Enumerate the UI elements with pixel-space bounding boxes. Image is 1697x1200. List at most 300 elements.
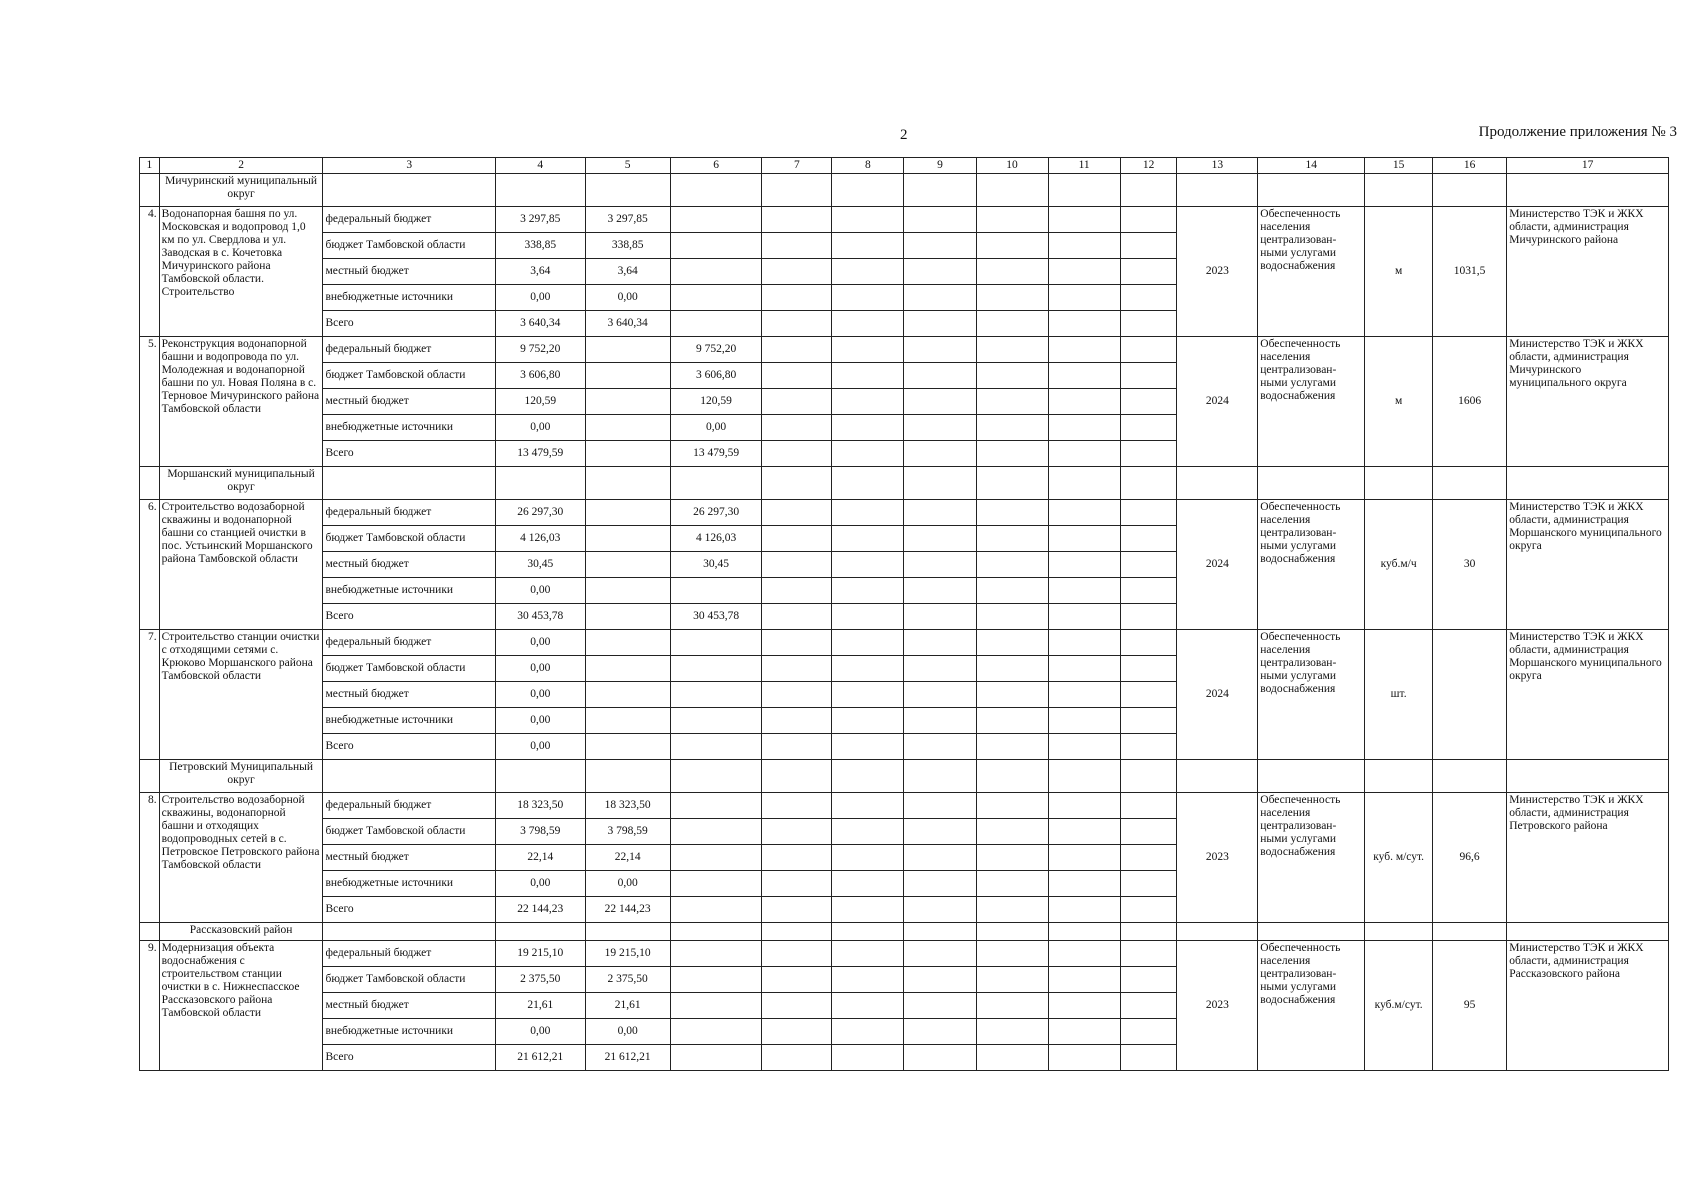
empty-cell bbox=[1177, 467, 1258, 500]
empty-cell bbox=[762, 578, 832, 604]
empty-cell bbox=[1120, 734, 1177, 760]
column-number-row bbox=[140, 158, 1669, 174]
amount-total: 3 606,80 bbox=[496, 363, 586, 389]
column-header: 8 bbox=[832, 158, 904, 174]
empty-cell bbox=[1258, 923, 1365, 941]
empty-cell bbox=[904, 656, 976, 682]
empty-cell bbox=[1120, 845, 1177, 871]
empty-cell bbox=[832, 552, 904, 578]
indicator-value bbox=[1432, 630, 1506, 760]
empty-cell bbox=[976, 734, 1048, 760]
empty-cell bbox=[1120, 337, 1177, 363]
empty-cell bbox=[496, 174, 586, 207]
amount-total: 4 126,03 bbox=[496, 526, 586, 552]
empty-cell bbox=[1365, 923, 1433, 941]
amount-2024 bbox=[670, 845, 762, 871]
amount-2024 bbox=[670, 967, 762, 993]
empty-cell bbox=[904, 897, 976, 923]
amount-2024 bbox=[670, 578, 762, 604]
completion-year: 2024 bbox=[1177, 500, 1258, 630]
empty-cell bbox=[976, 337, 1048, 363]
empty-cell bbox=[762, 845, 832, 871]
empty-cell bbox=[976, 708, 1048, 734]
empty-cell bbox=[904, 760, 976, 793]
funding-source: местный бюджет bbox=[323, 845, 496, 871]
amount-2024: 120,59 bbox=[670, 389, 762, 415]
empty-cell bbox=[1120, 630, 1177, 656]
empty-cell bbox=[1432, 923, 1506, 941]
funding-source: федеральный бюджет bbox=[323, 337, 496, 363]
amount-total: 0,00 bbox=[496, 871, 586, 897]
responsible: Министерство ТЭК и ЖКХ области, администрация Петровского района bbox=[1507, 793, 1669, 923]
empty-cell bbox=[1120, 656, 1177, 682]
empty-cell bbox=[1048, 1045, 1120, 1071]
empty-cell bbox=[832, 259, 904, 285]
page-number: 2 bbox=[900, 127, 908, 143]
amount-total: 13 479,59 bbox=[496, 441, 586, 467]
empty-cell bbox=[904, 941, 976, 967]
project-name: Строительство водозаборной скважины и водонапорной башни со станцией очистки в пос. Устьинский Моршанского района Тамбовской области bbox=[159, 500, 323, 630]
empty-cell bbox=[1048, 793, 1120, 819]
table-body bbox=[140, 174, 1669, 1071]
empty-cell bbox=[1120, 993, 1177, 1019]
empty-cell bbox=[976, 897, 1048, 923]
empty-cell bbox=[976, 871, 1048, 897]
column-header: 11 bbox=[1048, 158, 1120, 174]
empty-cell bbox=[1120, 311, 1177, 337]
funding-source: бюджет Тамбовской области bbox=[323, 233, 496, 259]
column-header: 17 bbox=[1507, 158, 1669, 174]
empty-cell bbox=[904, 1019, 976, 1045]
empty-cell bbox=[762, 793, 832, 819]
amount-2023: 22,14 bbox=[585, 845, 670, 871]
amount-total: 21 612,21 bbox=[496, 1045, 586, 1071]
empty-cell bbox=[904, 500, 976, 526]
funding-source: Всего bbox=[323, 441, 496, 467]
empty-cell bbox=[976, 207, 1048, 233]
empty-cell bbox=[1177, 923, 1258, 941]
amount-2024: 3 606,80 bbox=[670, 363, 762, 389]
empty-cell bbox=[1048, 467, 1120, 500]
amount-total: 0,00 bbox=[496, 1019, 586, 1045]
table-row bbox=[140, 941, 1669, 967]
empty-cell bbox=[904, 793, 976, 819]
empty-cell bbox=[762, 337, 832, 363]
empty-cell bbox=[1120, 923, 1177, 941]
amount-total: 9 752,20 bbox=[496, 337, 586, 363]
project-number: 9. bbox=[140, 941, 160, 1071]
empty-cell bbox=[976, 500, 1048, 526]
empty-cell bbox=[904, 708, 976, 734]
funding-source: бюджет Тамбовской области bbox=[323, 526, 496, 552]
empty-cell bbox=[323, 923, 496, 941]
table-row bbox=[140, 793, 1669, 819]
empty-cell bbox=[140, 923, 160, 941]
empty-cell bbox=[904, 734, 976, 760]
empty-cell bbox=[1432, 467, 1506, 500]
empty-cell bbox=[1048, 233, 1120, 259]
empty-cell bbox=[976, 682, 1048, 708]
column-header: 2 bbox=[159, 158, 323, 174]
empty-cell bbox=[1048, 871, 1120, 897]
empty-cell bbox=[904, 630, 976, 656]
empty-cell bbox=[762, 897, 832, 923]
empty-cell bbox=[832, 993, 904, 1019]
empty-cell bbox=[1120, 708, 1177, 734]
funding-source: местный бюджет bbox=[323, 389, 496, 415]
empty-cell bbox=[976, 967, 1048, 993]
empty-cell bbox=[1120, 285, 1177, 311]
indicator: Обеспеченность населения централизован-ными услугами водоснабжения bbox=[1258, 207, 1365, 337]
project-number: 6. bbox=[140, 500, 160, 630]
empty-cell bbox=[832, 760, 904, 793]
empty-cell bbox=[762, 259, 832, 285]
empty-cell bbox=[1120, 389, 1177, 415]
empty-cell bbox=[904, 819, 976, 845]
responsible: Министерство ТЭК и ЖКХ области, администрация Моршанского муниципального округа bbox=[1507, 500, 1669, 630]
empty-cell bbox=[904, 526, 976, 552]
amount-total: 21,61 bbox=[496, 993, 586, 1019]
district-name: Моршанский муниципальный округ bbox=[159, 467, 323, 500]
empty-cell bbox=[904, 845, 976, 871]
amount-2024: 13 479,59 bbox=[670, 441, 762, 467]
empty-cell bbox=[1048, 552, 1120, 578]
amount-2024 bbox=[670, 819, 762, 845]
column-header: 9 bbox=[904, 158, 976, 174]
amount-total: 120,59 bbox=[496, 389, 586, 415]
amount-2023 bbox=[585, 337, 670, 363]
empty-cell bbox=[762, 630, 832, 656]
continuation-label: Продолжение приложения № 3 bbox=[1478, 124, 1677, 140]
empty-cell bbox=[832, 819, 904, 845]
column-header: 12 bbox=[1120, 158, 1177, 174]
empty-cell bbox=[832, 682, 904, 708]
amount-2024 bbox=[670, 1045, 762, 1071]
empty-cell bbox=[976, 630, 1048, 656]
empty-cell bbox=[1048, 207, 1120, 233]
amount-total: 3,64 bbox=[496, 259, 586, 285]
empty-cell bbox=[762, 285, 832, 311]
amount-total: 0,00 bbox=[496, 734, 586, 760]
empty-cell bbox=[585, 760, 670, 793]
empty-cell bbox=[904, 578, 976, 604]
completion-year: 2024 bbox=[1177, 630, 1258, 760]
empty-cell bbox=[1048, 174, 1120, 207]
empty-cell bbox=[976, 604, 1048, 630]
empty-cell bbox=[762, 467, 832, 500]
funding-source: федеральный бюджет bbox=[323, 793, 496, 819]
amount-2023 bbox=[585, 415, 670, 441]
empty-cell bbox=[904, 363, 976, 389]
funding-source: внебюджетные источники bbox=[323, 285, 496, 311]
empty-cell bbox=[1048, 578, 1120, 604]
amount-2024 bbox=[670, 993, 762, 1019]
empty-cell bbox=[1120, 967, 1177, 993]
column-header: 6 bbox=[670, 158, 762, 174]
funding-source: бюджет Тамбовской области bbox=[323, 363, 496, 389]
empty-cell bbox=[832, 630, 904, 656]
empty-cell bbox=[1048, 363, 1120, 389]
empty-cell bbox=[1258, 760, 1365, 793]
amount-2024 bbox=[670, 734, 762, 760]
empty-cell bbox=[762, 1045, 832, 1071]
column-header: 5 bbox=[585, 158, 670, 174]
empty-cell bbox=[1120, 552, 1177, 578]
empty-cell bbox=[1365, 467, 1433, 500]
empty-cell bbox=[1507, 174, 1669, 207]
empty-cell bbox=[1048, 259, 1120, 285]
empty-cell bbox=[1120, 682, 1177, 708]
empty-cell bbox=[1048, 967, 1120, 993]
amount-2023: 22 144,23 bbox=[585, 897, 670, 923]
empty-cell bbox=[762, 760, 832, 793]
amount-total: 19 215,10 bbox=[496, 941, 586, 967]
table-row bbox=[140, 207, 1669, 233]
amount-2024 bbox=[670, 682, 762, 708]
empty-cell bbox=[762, 1019, 832, 1045]
funding-source: внебюджетные источники bbox=[323, 1019, 496, 1045]
empty-cell bbox=[1048, 500, 1120, 526]
empty-cell bbox=[1120, 467, 1177, 500]
empty-cell bbox=[1048, 897, 1120, 923]
amount-2024: 30 453,78 bbox=[670, 604, 762, 630]
amount-2023 bbox=[585, 734, 670, 760]
empty-cell bbox=[670, 174, 762, 207]
empty-cell bbox=[1365, 174, 1433, 207]
empty-cell bbox=[1048, 604, 1120, 630]
empty-cell bbox=[976, 552, 1048, 578]
empty-cell bbox=[762, 819, 832, 845]
responsible: Министерство ТЭК и ЖКХ области, администрация Мичуринского муниципального округа bbox=[1507, 337, 1669, 467]
empty-cell bbox=[762, 526, 832, 552]
empty-cell bbox=[832, 207, 904, 233]
empty-cell bbox=[832, 845, 904, 871]
empty-cell bbox=[1120, 526, 1177, 552]
funding-source: Всего bbox=[323, 311, 496, 337]
empty-cell bbox=[832, 656, 904, 682]
empty-cell bbox=[762, 941, 832, 967]
completion-year: 2023 bbox=[1177, 941, 1258, 1071]
district-row bbox=[140, 467, 1669, 500]
program-table bbox=[139, 157, 1669, 1071]
indicator-value: 1606 bbox=[1432, 337, 1506, 467]
empty-cell bbox=[762, 233, 832, 259]
empty-cell bbox=[832, 793, 904, 819]
empty-cell bbox=[976, 941, 1048, 967]
amount-total: 22,14 bbox=[496, 845, 586, 871]
amount-2023 bbox=[585, 500, 670, 526]
amount-2023: 2 375,50 bbox=[585, 967, 670, 993]
empty-cell bbox=[1048, 993, 1120, 1019]
table-row bbox=[140, 337, 1669, 363]
empty-cell bbox=[1258, 174, 1365, 207]
project-name: Строительство станции очистки с отходящими сетями с. Крюково Моршанского района Тамбовской области bbox=[159, 630, 323, 760]
empty-cell bbox=[1120, 819, 1177, 845]
empty-cell bbox=[585, 174, 670, 207]
empty-cell bbox=[670, 760, 762, 793]
completion-year: 2023 bbox=[1177, 793, 1258, 923]
empty-cell bbox=[832, 1045, 904, 1071]
empty-cell bbox=[904, 174, 976, 207]
empty-cell bbox=[585, 467, 670, 500]
empty-cell bbox=[1120, 897, 1177, 923]
amount-2023: 0,00 bbox=[585, 871, 670, 897]
empty-cell bbox=[904, 467, 976, 500]
funding-source: федеральный бюджет bbox=[323, 941, 496, 967]
column-header: 3 bbox=[323, 158, 496, 174]
empty-cell bbox=[832, 500, 904, 526]
amount-2023: 0,00 bbox=[585, 285, 670, 311]
amount-2023 bbox=[585, 708, 670, 734]
funding-source: федеральный бюджет bbox=[323, 630, 496, 656]
project-name: Водонапорная башня по ул. Московская и водопровод 1,0 км по ул. Свердлова и ул. Заводская в с. Кочетовка Мичуринского района Тамбовской области. Строительство bbox=[159, 207, 323, 337]
empty-cell bbox=[976, 656, 1048, 682]
indicator-value: 30 bbox=[1432, 500, 1506, 630]
empty-cell bbox=[832, 363, 904, 389]
empty-cell bbox=[1177, 760, 1258, 793]
funding-source: Всего bbox=[323, 1045, 496, 1071]
amount-2023 bbox=[585, 441, 670, 467]
amount-2023: 3,64 bbox=[585, 259, 670, 285]
empty-cell bbox=[1048, 337, 1120, 363]
empty-cell bbox=[1048, 389, 1120, 415]
amount-2023 bbox=[585, 552, 670, 578]
amount-total: 26 297,30 bbox=[496, 500, 586, 526]
amount-total: 0,00 bbox=[496, 708, 586, 734]
empty-cell bbox=[904, 682, 976, 708]
amount-total: 0,00 bbox=[496, 682, 586, 708]
column-header: 7 bbox=[762, 158, 832, 174]
empty-cell bbox=[976, 415, 1048, 441]
empty-cell bbox=[976, 845, 1048, 871]
empty-cell bbox=[762, 604, 832, 630]
funding-source: бюджет Тамбовской области bbox=[323, 819, 496, 845]
empty-cell bbox=[1432, 760, 1506, 793]
empty-cell bbox=[140, 174, 160, 207]
amount-2023: 21 612,21 bbox=[585, 1045, 670, 1071]
empty-cell bbox=[832, 578, 904, 604]
empty-cell bbox=[1507, 467, 1669, 500]
empty-cell bbox=[976, 259, 1048, 285]
amount-total: 30,45 bbox=[496, 552, 586, 578]
amount-2023: 18 323,50 bbox=[585, 793, 670, 819]
funding-source: местный бюджет bbox=[323, 682, 496, 708]
amount-total: 3 640,34 bbox=[496, 311, 586, 337]
amount-2024: 9 752,20 bbox=[670, 337, 762, 363]
empty-cell bbox=[832, 967, 904, 993]
empty-cell bbox=[1120, 233, 1177, 259]
amount-2023: 3 798,59 bbox=[585, 819, 670, 845]
empty-cell bbox=[762, 441, 832, 467]
empty-cell bbox=[832, 285, 904, 311]
empty-cell bbox=[1120, 1019, 1177, 1045]
empty-cell bbox=[1120, 259, 1177, 285]
empty-cell bbox=[1365, 760, 1433, 793]
empty-cell bbox=[1048, 941, 1120, 967]
empty-cell bbox=[976, 760, 1048, 793]
empty-cell bbox=[904, 552, 976, 578]
empty-cell bbox=[1258, 467, 1365, 500]
empty-cell bbox=[832, 174, 904, 207]
empty-cell bbox=[762, 967, 832, 993]
empty-cell bbox=[323, 467, 496, 500]
amount-2024 bbox=[670, 941, 762, 967]
empty-cell bbox=[904, 285, 976, 311]
indicator: Обеспеченность населения централизован-ными услугами водоснабжения bbox=[1258, 337, 1365, 467]
completion-year: 2024 bbox=[1177, 337, 1258, 467]
district-row bbox=[140, 174, 1669, 207]
empty-cell bbox=[1120, 941, 1177, 967]
empty-cell bbox=[832, 441, 904, 467]
funding-source: Всего bbox=[323, 897, 496, 923]
empty-cell bbox=[1048, 1019, 1120, 1045]
amount-2023 bbox=[585, 604, 670, 630]
empty-cell bbox=[832, 233, 904, 259]
amount-total: 3 297,85 bbox=[496, 207, 586, 233]
empty-cell bbox=[976, 389, 1048, 415]
funding-source: федеральный бюджет bbox=[323, 207, 496, 233]
empty-cell bbox=[832, 604, 904, 630]
indicator-value: 95 bbox=[1432, 941, 1506, 1071]
empty-cell bbox=[832, 337, 904, 363]
empty-cell bbox=[1120, 441, 1177, 467]
project-number: 7. bbox=[140, 630, 160, 760]
amount-2023 bbox=[585, 389, 670, 415]
amount-2023: 3 297,85 bbox=[585, 207, 670, 233]
empty-cell bbox=[1507, 760, 1669, 793]
amount-2023 bbox=[585, 363, 670, 389]
empty-cell bbox=[762, 993, 832, 1019]
empty-cell bbox=[904, 923, 976, 941]
district-row bbox=[140, 923, 1669, 941]
empty-cell bbox=[1048, 760, 1120, 793]
amount-total: 3 798,59 bbox=[496, 819, 586, 845]
district-row bbox=[140, 760, 1669, 793]
funding-source: бюджет Тамбовской области bbox=[323, 656, 496, 682]
amount-total: 0,00 bbox=[496, 415, 586, 441]
empty-cell bbox=[140, 760, 160, 793]
amount-total: 0,00 bbox=[496, 578, 586, 604]
amount-2023: 3 640,34 bbox=[585, 311, 670, 337]
empty-cell bbox=[976, 1045, 1048, 1071]
empty-cell bbox=[976, 819, 1048, 845]
column-header: 13 bbox=[1177, 158, 1258, 174]
empty-cell bbox=[1048, 734, 1120, 760]
empty-cell bbox=[1120, 1045, 1177, 1071]
column-header: 16 bbox=[1432, 158, 1506, 174]
empty-cell bbox=[1048, 526, 1120, 552]
empty-cell bbox=[904, 967, 976, 993]
empty-cell bbox=[670, 923, 762, 941]
indicator: Обеспеченность населения централизован-ными услугами водоснабжения bbox=[1258, 500, 1365, 630]
empty-cell bbox=[762, 207, 832, 233]
empty-cell bbox=[762, 682, 832, 708]
amount-2024 bbox=[670, 285, 762, 311]
empty-cell bbox=[976, 363, 1048, 389]
empty-cell bbox=[1048, 441, 1120, 467]
empty-cell bbox=[976, 993, 1048, 1019]
empty-cell bbox=[904, 441, 976, 467]
column-header: 4 bbox=[496, 158, 586, 174]
empty-cell bbox=[832, 923, 904, 941]
amount-total: 30 453,78 bbox=[496, 604, 586, 630]
empty-cell bbox=[976, 174, 1048, 207]
unit: м bbox=[1365, 337, 1433, 467]
empty-cell bbox=[976, 285, 1048, 311]
district-name: Рассказовский район bbox=[159, 923, 323, 941]
empty-cell bbox=[1120, 174, 1177, 207]
project-name: Строительство водозаборной скважины, водонапорной башни и отходящих водопроводных сетей в с. Петровское Петровского района Тамбовской области bbox=[159, 793, 323, 923]
